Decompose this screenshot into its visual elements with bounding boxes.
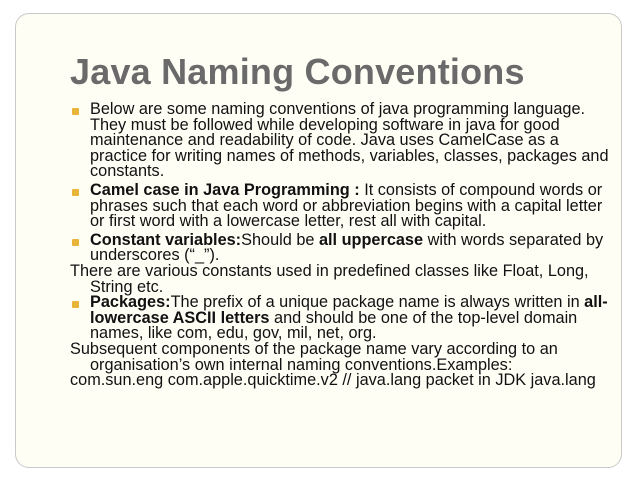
packages-heading: Packages: [90, 293, 171, 312]
packages-text-b: and should be one of the top-level domain names, like com, edu, gov, mil, net, org. [90, 308, 578, 343]
bullet-square-icon [72, 301, 79, 308]
bullet-packages [70, 295, 610, 342]
camel-case-text: It consists of compound words or phrases such that each word or abbreviation begins with a capital letter or first word with a lowercase letter, rest all with capital. [90, 180, 603, 231]
bullet-square-icon [72, 189, 79, 196]
camel-case-heading: Camel case in Java Programming : [90, 180, 360, 199]
packages-text-a: The prefix of a unique package name is always written in [170, 293, 585, 312]
constants-text-a: Should be [241, 230, 319, 249]
constants-note [70, 261, 610, 296]
bullet-square-icon [72, 108, 79, 115]
constants-note-text: There are various constants used in predefined classes like Float, Long, String etc. [70, 261, 589, 296]
bullet-camel-case [70, 180, 610, 231]
bullet-intro [70, 102, 610, 180]
intro-text: Below are some naming conventions of java programming language. They must be followed while developing software in java for good maintenance and readability of code. Java uses CamelCase as a practice for writing names of methods, variables, classes, packages and constants. [90, 100, 609, 181]
bullet-constants [70, 230, 610, 265]
bullet-square-icon [72, 239, 79, 246]
constants-heading: Constant variables: [90, 230, 242, 249]
packages-emphasis: all-lowercase ASCII letters [90, 293, 608, 327]
packages-note [70, 339, 610, 374]
packages-example-text: com.sun.eng com.apple.quicktime.v2 // java.lang packet in JDK java.lang [70, 371, 596, 390]
slide-title: Java Naming Conventions [70, 51, 525, 92]
packages-note-text: Subsequent components of the package name vary according to an organisation’s own internal naming conventions.Examples: [70, 339, 558, 374]
packages-example [70, 373, 610, 389]
slide-content [70, 102, 610, 389]
constants-emphasis: all uppercase [318, 230, 424, 249]
constants-text-b: with words separated by underscores (“_”). [90, 230, 604, 265]
